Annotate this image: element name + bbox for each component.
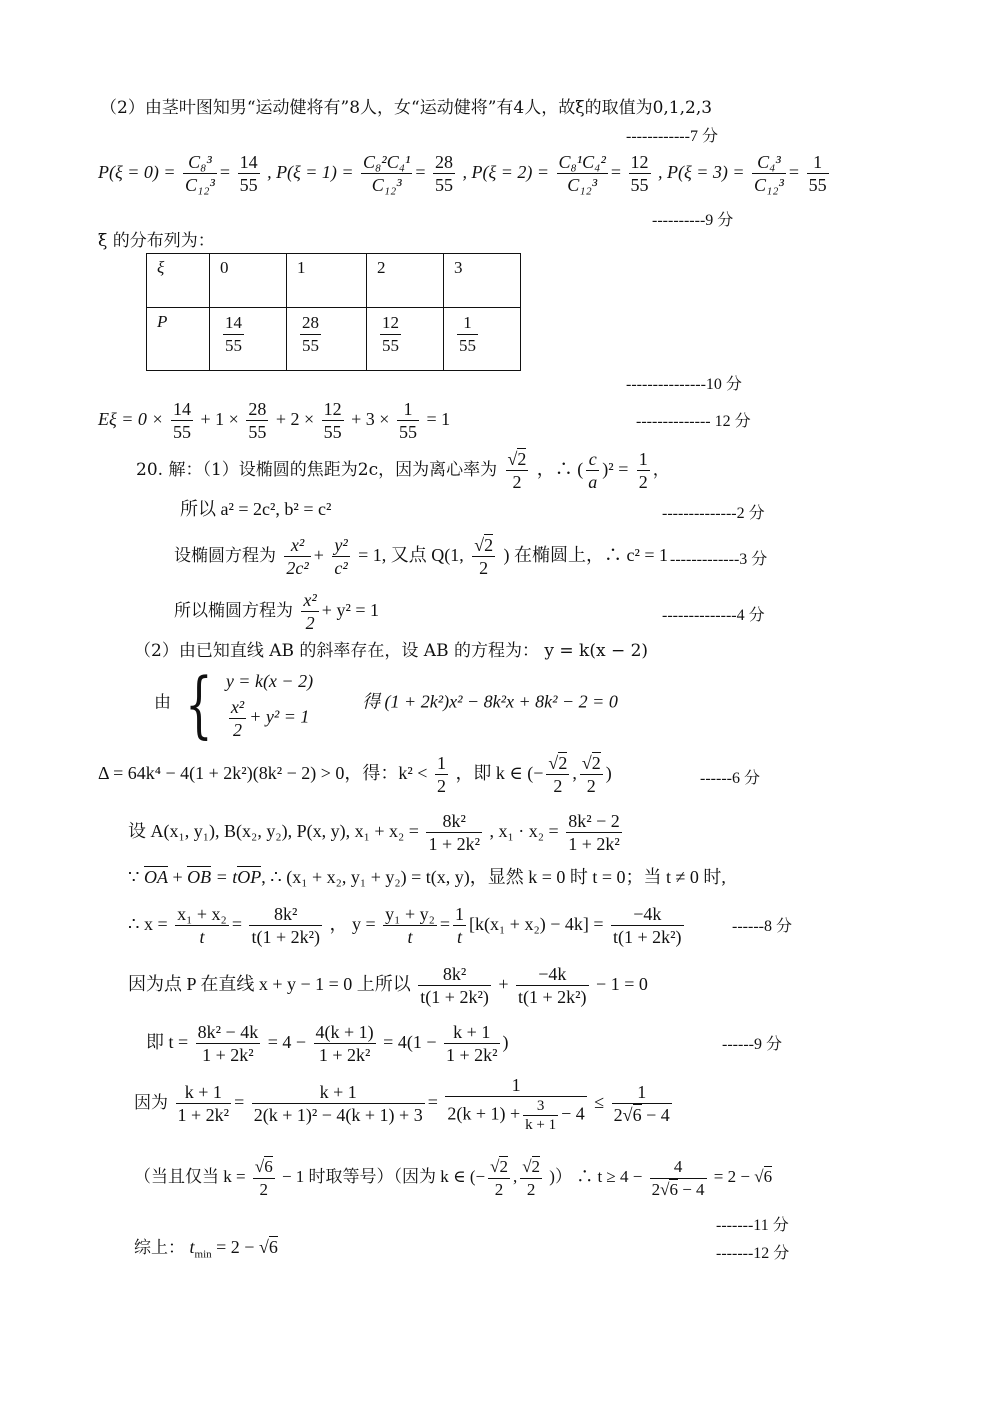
half-fraction [637,448,650,493]
half-den: 2 [638,472,648,492]
score-2: --------------2 分 [662,505,765,522]
exp-term-2 [246,398,268,443]
score-12b: -------12 分 [716,1245,790,1262]
vector-line [128,866,726,888]
score-11: -------11 分 [716,1217,789,1234]
t-lead: 即 t = [146,1032,189,1052]
p2-value-num: 12 [630,152,649,173]
t-frac-2 [314,1021,376,1066]
b-f1-num: k + 1 [176,1081,232,1104]
t-f1-den: 1 + 2k² [202,1045,254,1066]
x-f2-den: t(1 + 2k²) [251,927,321,948]
vector-oa: OA [143,867,168,887]
exp-op-1: + 1 × [200,409,239,429]
delta-close: ) [605,763,612,783]
q-y-den: 2 [479,558,489,578]
probability-line: P(ξ = 0) = $\frac{\text{C₈³}}{\text{C₁₂³}}$ = $\frac{14}{55}$ , P(ξ = 1) = $\frac{\text{C₈²C₄¹}}{\text{C₁₂³}}$ = $\frac{28}{55}$ , P(ξ = 2) = $\frac{\text{C₈¹C₄²}}{\text{C₁₂³}}$ = $\frac{12}{55}$ , P(ξ = 3) = $\frac{\text{C₄³}}{\text{C₁₂³}}$ = $\frac{1}{55}$ [98,152,827,196]
eccentricity-num: √2 [507,449,527,469]
q20-l1-text: 20. 解：（1）设椭圆的焦距为2c，因为离心率为 [136,460,498,480]
eq-mid: − 1 时取等号）（因为 k ∈ (− [281,1167,486,1186]
p0-comb-num: C₈³ [183,151,217,174]
exp-t1-num: 14 [173,399,191,420]
sqrt-radicand: 2 [499,1156,508,1176]
score-3: -------------3 分 [670,551,768,568]
line-f1-den: t(1 + 2k²) [420,987,489,1008]
t-f3-num: k + 1 [444,1021,500,1044]
root2-num: √2 [488,1156,510,1179]
eq-result-rad: 6 [763,1167,773,1186]
b-f4-den-a: 2 [613,1105,623,1126]
b-f1-den: 1 + 2k² [177,1105,230,1126]
delta-half-num: 1 [436,753,446,774]
score-8: ------8 分 [732,918,792,935]
delta-line [98,748,612,798]
cell-den: 55 [302,336,319,355]
q-y-num: √2 [474,535,494,555]
y-f1-num: y₁ + y₂ [385,904,435,925]
eq-frac-2 [650,1156,707,1201]
root2-num: √2 [581,753,601,774]
bound-frac-1 [176,1081,232,1126]
left-brace: { [184,661,213,746]
sqrt-radicand: 2 [591,753,601,774]
points-line [128,806,625,856]
cell-num: 14 [223,312,244,335]
summary-line: 综上： $t_{min} = 2 - √6$ [134,1237,278,1261]
l3-point-q: = 1, 又点 Q(1, [358,545,464,565]
table-cell: 1 [287,254,367,308]
equality-line: （当且仅当 k = $\frac{√6}{2}$ − 1 时取等号）（因为 k ∈ (− $\frac{√2}{2}$ , $\frac{√2}{2}$ )） ∴ t ≥ 4 − $\frac{4}{2√6 - 4}$ = 2 − √6 [134,1156,773,1199]
l3-f1-den: 2c² [286,558,309,578]
t-frac-3 [444,1021,500,1066]
table-cell: P [147,308,210,371]
p1-value-num: 28 [435,152,454,173]
p3-comb-num: C₄³ [752,151,786,174]
q20-line-3 [174,530,668,581]
score-4: --------------4 分 [662,607,765,624]
line-f2-den: t(1 + 2k²) [518,987,587,1008]
p1-label: , P(ξ = 1) = [267,162,354,182]
b-f3-num: 1 [445,1074,586,1097]
sys-rhs: + y² = 1 [249,706,310,727]
sqrt-radicand: 2 [558,753,568,774]
q20-part2: （2）由已知直线 AB 的斜率存在，设 AB 的方程为： y = k(x − 2) [134,641,649,661]
p1-comb-den: C₁₂³ [371,175,402,196]
product-fraction [566,810,622,855]
eq-f2-den-a: 2 [651,1179,661,1199]
summary-lead: 综上： [134,1238,185,1258]
p1-comb-num: C₈²C₄¹ [363,152,411,173]
sys-lead: 由 [154,692,171,713]
exp-t4-den: 55 [398,422,417,443]
p1-value [433,151,455,196]
q20-line-1 [136,445,670,494]
p0-comb-den: C₁₂³ [184,175,215,196]
y-bracket: [k(x₁ + x₂) − 4k] = [469,914,604,934]
eq-f2-den-c: − 4 [682,1179,705,1199]
half-num: 1 [638,449,648,469]
t-expression [146,1016,509,1068]
bound-frac-4 [612,1081,672,1126]
exp-t3-num: 12 [323,399,342,420]
expectation-line [98,395,450,443]
l4-num: x² [303,590,317,610]
sys-eq-2 [226,696,313,741]
table-cell: 2 [367,254,444,308]
bound-frac-3 [445,1074,586,1134]
eq-pos-root [520,1156,542,1201]
eq-neg-root [488,1156,510,1201]
score-12a: -------------- 12 分 [636,413,751,430]
sqrt-radicand: 2 [531,1156,541,1176]
p2-value [629,151,651,196]
q20-l1-square: )² = [602,459,629,479]
vector-tail: , ∴ (x₁ + x₂, y₁ + y₂) = t(x, y)，显然 k = 0 时 t = 0；当 t ≠ 0 时, [261,867,726,887]
b-eq-1: = [234,1092,245,1112]
x-eq: = [231,914,242,934]
p2-label: , P(ξ = 2) = [462,162,550,182]
pos-root-half [580,752,603,797]
eq-t-ge: )） ∴ t ≥ 4 − [549,1167,643,1186]
sqrt-radicand: 2 [484,535,494,555]
cell-den: 55 [459,336,476,355]
sys-num: x² [230,697,245,717]
exp-term-3 [322,398,344,443]
t-f1-num: 8k² − 4k [197,1022,259,1043]
q20-l1-therefore: ，∴ ( [536,459,584,479]
exp-term-1 [171,398,193,443]
b-f3-inner [523,1097,558,1134]
cell-num: 1 [457,312,478,335]
line-f1-num: 8k² [418,963,491,986]
exp-t3-den: 55 [323,422,342,443]
cell-fraction [457,312,478,357]
product-den: 1 + 2k² [568,834,620,855]
table-cell: 0 [210,254,287,308]
y-frac-2 [453,903,466,948]
y-frac-1 [383,903,437,948]
p1-value-den: 55 [435,175,454,196]
eq-f1-num: √6 [253,1156,275,1179]
root2-den: 2 [586,776,596,797]
p2-comb-fraction [557,151,608,196]
cell-den: 55 [382,336,399,355]
p3-comb-den: C₁₂³ [753,175,784,196]
p3-value-den: 55 [808,175,827,196]
root2-den: 2 [526,1179,536,1199]
y-f2-den: t [457,927,463,948]
vector-plus: + [172,867,183,887]
p2-comb-num: C₈¹C₄² [558,152,606,173]
delta-text: Δ = 64k⁴ − 4(1 + 2k²)(8k² − 2) > 0，得：k² < [98,763,428,783]
b-f4-den-c: − 4 [646,1105,670,1126]
eq-lead: （当且仅当 k = [134,1167,246,1186]
y-f2-num: 1 [455,904,465,925]
summary-eq: = 2 − [216,1237,255,1257]
q20-line-2: 所以 a² = 2c², b² = c² [180,499,332,519]
sqrt-radicand: 2 [517,449,527,469]
eq-result: = 2 − [713,1167,750,1186]
expectation-lead: Eξ = 0 × [98,409,164,429]
line-tail: − 1 = 0 [596,974,648,994]
exp-term-4 [397,398,419,443]
y-eq: = [439,914,451,934]
vector-op: OP [237,867,262,887]
cell-fraction [300,312,321,357]
b-f2-den: 2(k + 1)² − 4(k + 1) + 3 [253,1105,423,1126]
a-letter: a [588,472,598,492]
p3-comb-fraction [752,151,786,196]
line-f2-num: −4k [516,963,589,986]
root2-den: 2 [553,776,563,797]
y-frac-3 [611,903,684,948]
exp-t1-den: 55 [173,422,191,443]
line-frac-1 [418,963,491,1008]
sys-result: 得 (1 + 2k²)x² − 8k²x + 8k² − 2 = 0 [362,691,618,712]
product-num: 8k² − 2 [568,811,620,832]
p0-value-den: 55 [239,175,258,196]
x2-over-2c2 [284,534,310,579]
root2-num: √2 [520,1156,542,1179]
l3-f2-num: y² [334,535,348,555]
table-row [147,308,521,371]
table-cell [287,308,367,371]
l3-tail: ) 在椭圆上，∴ c² = 1 [503,545,669,565]
b-f3-den [445,1097,586,1134]
vector-ob: OB [187,867,212,887]
b-f3-den-b: − 4 [561,1103,585,1124]
root2-num: √2 [548,753,568,774]
bound-lead: 因为 [134,1093,168,1113]
delta-half [435,752,448,797]
x-f2-num: 8k² [249,903,322,926]
l4-den: 2 [305,613,315,633]
part2-heading: （2）由茎叶图知男“运动健将有”8人，女“运动健将”有4人，故ξ的取值为0,1,2,3 [100,98,713,118]
b-f4-den: 2√6 − 4 [613,1105,670,1126]
l3-f1-num: x² [284,534,310,557]
eq-f2-rad: 6 [669,1179,678,1199]
cell-fraction [223,312,244,357]
p0-value [238,151,260,196]
score-6: ------6 分 [700,770,760,787]
eq-comma: , [512,1167,518,1186]
y-f3-den: t(1 + 2k²) [613,927,682,948]
delta-comma: , [572,763,577,783]
sum-num: 8k² [426,810,482,833]
l3-f2-den: c² [334,558,348,578]
cell-num: 28 [300,312,321,335]
neg-root-half [546,752,569,797]
b-f3-inner-num: 3 [523,1097,558,1116]
table-cell [444,308,521,371]
eq-frac-1 [253,1156,275,1201]
exp-op-3: + 3 × [351,409,390,429]
t-mid-2: = 4(1 − [383,1032,437,1052]
sys-equations [226,666,313,741]
b-f4-num: 1 [612,1081,672,1104]
p0-comb-fraction [183,151,217,196]
exp-t2-num: 28 [248,399,267,420]
c-over-a [586,448,599,493]
xy-line [128,898,687,950]
exp-op-2: + 2 × [275,409,315,429]
root2-den: 2 [494,1179,504,1199]
table-cell: 3 [444,254,521,308]
line-text: 因为点 P 在直线 x + y − 1 = 0 上所以 [128,974,411,994]
b-eq-2: = [427,1092,438,1112]
x-f1-den: t [199,927,205,948]
sum-den: 1 + 2k² [428,834,480,855]
eq-f2-num: 4 [650,1156,707,1179]
line-frac-2 [516,963,589,1008]
t-symbol: t [189,1237,195,1257]
q20-l4-text: 所以椭圆方程为 [174,601,293,621]
t-f2-den: 1 + 2k² [318,1045,371,1066]
bound-line [134,1072,675,1134]
x-frac-1 [175,903,229,948]
b-f4-rad: 6 [632,1105,642,1126]
p3-value-num: 1 [807,151,829,174]
c-letter: c [586,448,599,471]
y-lead: ， y = [329,914,376,934]
dist-title: ξ 的分布列为： [98,231,215,251]
eq-f1-den: 2 [259,1179,269,1199]
equation-system [154,661,618,746]
table-cell: ξ [147,254,210,308]
sys-den: 2 [233,720,242,740]
exp-t2-den: 55 [248,422,267,443]
x-lead: ∴ x = [128,914,168,934]
sys-eq-1: y = k(x − 2) [225,671,314,691]
score-10: ---------------10 分 [626,376,742,393]
eq-f1-rad: 6 [264,1156,273,1176]
b-f2-num: k + 1 [252,1081,425,1104]
y-f1-den: t [407,927,413,948]
exp-tail: = 1 [426,409,451,429]
x-frac-2 [249,903,322,948]
table-row [147,254,521,308]
b-le: ≤ [594,1092,605,1112]
cell-den: 55 [225,336,242,355]
b-f3-inner-den: k + 1 [525,1116,557,1133]
q-y-fraction [472,534,495,579]
t-f2-num: 4(k + 1) [315,1022,374,1043]
sum-fraction [426,810,482,855]
q20-l3-text: 设椭圆方程为 [174,546,276,566]
score-9a: ----------9 分 [652,212,734,229]
l3-plus: + [313,545,324,565]
t-frac-1 [196,1021,261,1066]
x-f1-num: x₁ + x₂ [177,904,227,925]
t-mid: = 4 − [267,1032,307,1052]
because-symbol: ∵ [128,867,140,887]
t-f3-den: 1 + 2k² [445,1045,498,1066]
l4-tail: + y² = 1 [321,600,379,620]
eccentricity-den: 2 [512,472,522,492]
product-label: , x₁ · x₂ = [489,821,559,841]
vector-eq: = t [215,867,238,887]
eccentricity-fraction [506,448,529,493]
b-f3-den-a: 2(k + 1) + [447,1103,521,1124]
eq-f2-den: 2√6 − 4 [651,1179,705,1199]
p2-value-den: 55 [630,175,649,196]
summary-rad: 6 [268,1237,278,1257]
exp-t4-num: 1 [397,398,419,421]
bound-frac-2 [252,1081,425,1126]
q20-line-4 [174,585,379,636]
cell-num: 12 [380,312,401,335]
sys-frac [229,696,246,741]
y2-over-c2 [332,534,349,579]
delta-half-den: 2 [436,776,446,797]
p3-value [807,151,829,196]
cell-fraction [380,312,401,357]
p2-comb-den: C₁₂³ [567,175,598,196]
t-close: ) [502,1032,509,1052]
distribution-table [146,253,521,371]
line-plus: + [498,974,509,994]
delta-interval-open: ，即 k ∈ (− [455,763,544,783]
score-9b: ------9 分 [722,1036,782,1053]
p0-label: P(ξ = 0) = [98,162,176,182]
p1-comb-fraction [361,151,412,196]
q20-l1-comma: ， [652,460,670,480]
y-f3-num: −4k [611,903,684,926]
table-cell [210,308,287,371]
score-7: ------------7 分 [626,128,718,145]
line-condition [128,958,648,1010]
x2-over-2 [301,589,318,634]
min-subscript: min [194,1248,212,1261]
points-text: 设 A(x₁, y₁), B(x₂, y₂), P(x, y), x₁ + x₂ = [128,821,419,841]
p0-value-num: 14 [239,152,258,173]
p3-label: , P(ξ = 3) = [658,162,745,182]
table-cell [367,308,444,371]
